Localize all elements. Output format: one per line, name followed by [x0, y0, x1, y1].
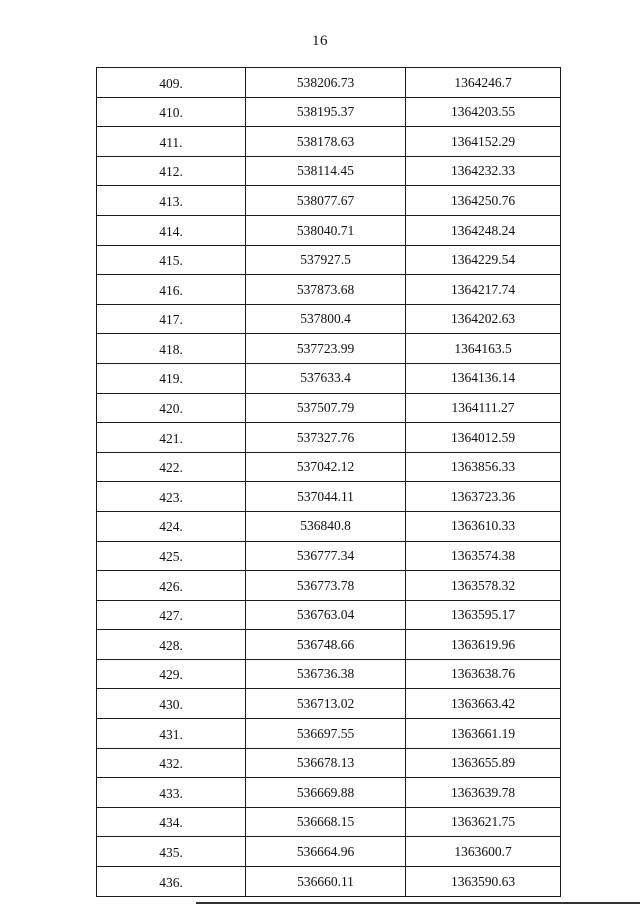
point-number-cell: 431.	[97, 719, 246, 749]
x-coordinate-cell: 536713.02	[246, 689, 406, 719]
point-number-cell: 417.	[97, 304, 246, 334]
y-coordinate-cell: 1364012.59	[406, 423, 561, 453]
y-coordinate-cell: 1363621.75	[406, 807, 561, 837]
x-coordinate-cell: 536660.11	[246, 867, 406, 897]
y-coordinate-cell: 1363655.89	[406, 748, 561, 778]
point-number-cell: 436.	[97, 867, 246, 897]
x-coordinate-cell: 537327.76	[246, 423, 406, 453]
y-coordinate-cell: 1364163.5	[406, 334, 561, 364]
table-row	[97, 659, 561, 689]
table-row	[97, 423, 561, 453]
y-coordinate-cell: 1364203.55	[406, 97, 561, 127]
y-coordinate-cell: 1363610.33	[406, 511, 561, 541]
table-row	[97, 363, 561, 393]
table-row	[97, 807, 561, 837]
point-number-cell: 425.	[97, 541, 246, 571]
x-coordinate-cell: 538077.67	[246, 186, 406, 216]
point-number-cell: 418.	[97, 334, 246, 364]
table-row	[97, 541, 561, 571]
point-number-cell: 429.	[97, 659, 246, 689]
y-coordinate-cell: 1364217.74	[406, 275, 561, 305]
y-coordinate-cell: 1363638.76	[406, 659, 561, 689]
point-number-cell: 411.	[97, 127, 246, 157]
coordinates-table	[96, 67, 561, 897]
table-row	[97, 719, 561, 749]
y-coordinate-cell: 1364229.54	[406, 245, 561, 275]
table-row	[97, 215, 561, 245]
point-number-cell: 433.	[97, 778, 246, 808]
y-coordinate-cell: 1364246.7	[406, 68, 561, 98]
point-number-cell: 424.	[97, 511, 246, 541]
table-row	[97, 334, 561, 364]
table-row	[97, 275, 561, 305]
x-coordinate-cell: 537927.5	[246, 245, 406, 275]
table-row	[97, 571, 561, 601]
table-row	[97, 630, 561, 660]
table-row	[97, 452, 561, 482]
y-coordinate-cell: 1363574.38	[406, 541, 561, 571]
x-coordinate-cell: 536763.04	[246, 600, 406, 630]
x-coordinate-cell: 538040.71	[246, 215, 406, 245]
point-number-cell: 422.	[97, 452, 246, 482]
table-row	[97, 304, 561, 334]
point-number-cell: 430.	[97, 689, 246, 719]
point-number-cell: 421.	[97, 423, 246, 453]
x-coordinate-cell: 537633.4	[246, 363, 406, 393]
point-number-cell: 419.	[97, 363, 246, 393]
x-coordinate-cell: 536664.96	[246, 837, 406, 867]
y-coordinate-cell: 1363639.78	[406, 778, 561, 808]
y-coordinate-cell: 1364136.14	[406, 363, 561, 393]
x-coordinate-cell: 536777.34	[246, 541, 406, 571]
x-coordinate-cell: 536678.13	[246, 748, 406, 778]
y-coordinate-cell: 1363578.32	[406, 571, 561, 601]
point-number-cell: 416.	[97, 275, 246, 305]
point-number-cell: 432.	[97, 748, 246, 778]
point-number-cell: 423.	[97, 482, 246, 512]
bottom-rule	[196, 902, 640, 904]
y-coordinate-cell: 1363600.7	[406, 837, 561, 867]
table-row	[97, 245, 561, 275]
table-row	[97, 689, 561, 719]
table-row	[97, 482, 561, 512]
x-coordinate-cell: 536840.8	[246, 511, 406, 541]
y-coordinate-cell: 1363595.17	[406, 600, 561, 630]
x-coordinate-cell: 537044.11	[246, 482, 406, 512]
point-number-cell: 414.	[97, 215, 246, 245]
x-coordinate-cell: 537723.99	[246, 334, 406, 364]
x-coordinate-cell: 538114.45	[246, 156, 406, 186]
table-row	[97, 186, 561, 216]
table-row	[97, 393, 561, 423]
x-coordinate-cell: 537507.79	[246, 393, 406, 423]
table-row	[97, 127, 561, 157]
x-coordinate-cell: 536773.78	[246, 571, 406, 601]
table-row	[97, 748, 561, 778]
coordinates-table-body	[97, 68, 561, 897]
x-coordinate-cell: 538206.73	[246, 68, 406, 98]
point-number-cell: 409.	[97, 68, 246, 98]
y-coordinate-cell: 1364202.63	[406, 304, 561, 334]
x-coordinate-cell: 537042.12	[246, 452, 406, 482]
x-coordinate-cell: 536748.66	[246, 630, 406, 660]
y-coordinate-cell: 1363619.96	[406, 630, 561, 660]
table-row	[97, 511, 561, 541]
point-number-cell: 435.	[97, 837, 246, 867]
y-coordinate-cell: 1364248.24	[406, 215, 561, 245]
x-coordinate-cell: 537800.4	[246, 304, 406, 334]
table-row	[97, 600, 561, 630]
x-coordinate-cell: 536669.88	[246, 778, 406, 808]
point-number-cell: 413.	[97, 186, 246, 216]
x-coordinate-cell: 538178.63	[246, 127, 406, 157]
point-number-cell: 434.	[97, 807, 246, 837]
x-coordinate-cell: 536736.38	[246, 659, 406, 689]
point-number-cell: 412.	[97, 156, 246, 186]
y-coordinate-cell: 1363661.19	[406, 719, 561, 749]
x-coordinate-cell: 538195.37	[246, 97, 406, 127]
point-number-cell: 420.	[97, 393, 246, 423]
y-coordinate-cell: 1364250.76	[406, 186, 561, 216]
y-coordinate-cell: 1364232.33	[406, 156, 561, 186]
point-number-cell: 426.	[97, 571, 246, 601]
table-row	[97, 778, 561, 808]
point-number-cell: 427.	[97, 600, 246, 630]
y-coordinate-cell: 1364111.27	[406, 393, 561, 423]
x-coordinate-cell: 536697.55	[246, 719, 406, 749]
y-coordinate-cell: 1363663.42	[406, 689, 561, 719]
y-coordinate-cell: 1363723.36	[406, 482, 561, 512]
point-number-cell: 415.	[97, 245, 246, 275]
table-row	[97, 68, 561, 98]
x-coordinate-cell: 537873.68	[246, 275, 406, 305]
page-number: 16	[312, 33, 328, 49]
x-coordinate-cell: 536668.15	[246, 807, 406, 837]
table-row	[97, 837, 561, 867]
y-coordinate-cell: 1363856.33	[406, 452, 561, 482]
table-row	[97, 156, 561, 186]
y-coordinate-cell: 1364152.29	[406, 127, 561, 157]
point-number-cell: 410.	[97, 97, 246, 127]
y-coordinate-cell: 1363590.63	[406, 867, 561, 897]
table-row	[97, 97, 561, 127]
table-row	[97, 867, 561, 897]
point-number-cell: 428.	[97, 630, 246, 660]
